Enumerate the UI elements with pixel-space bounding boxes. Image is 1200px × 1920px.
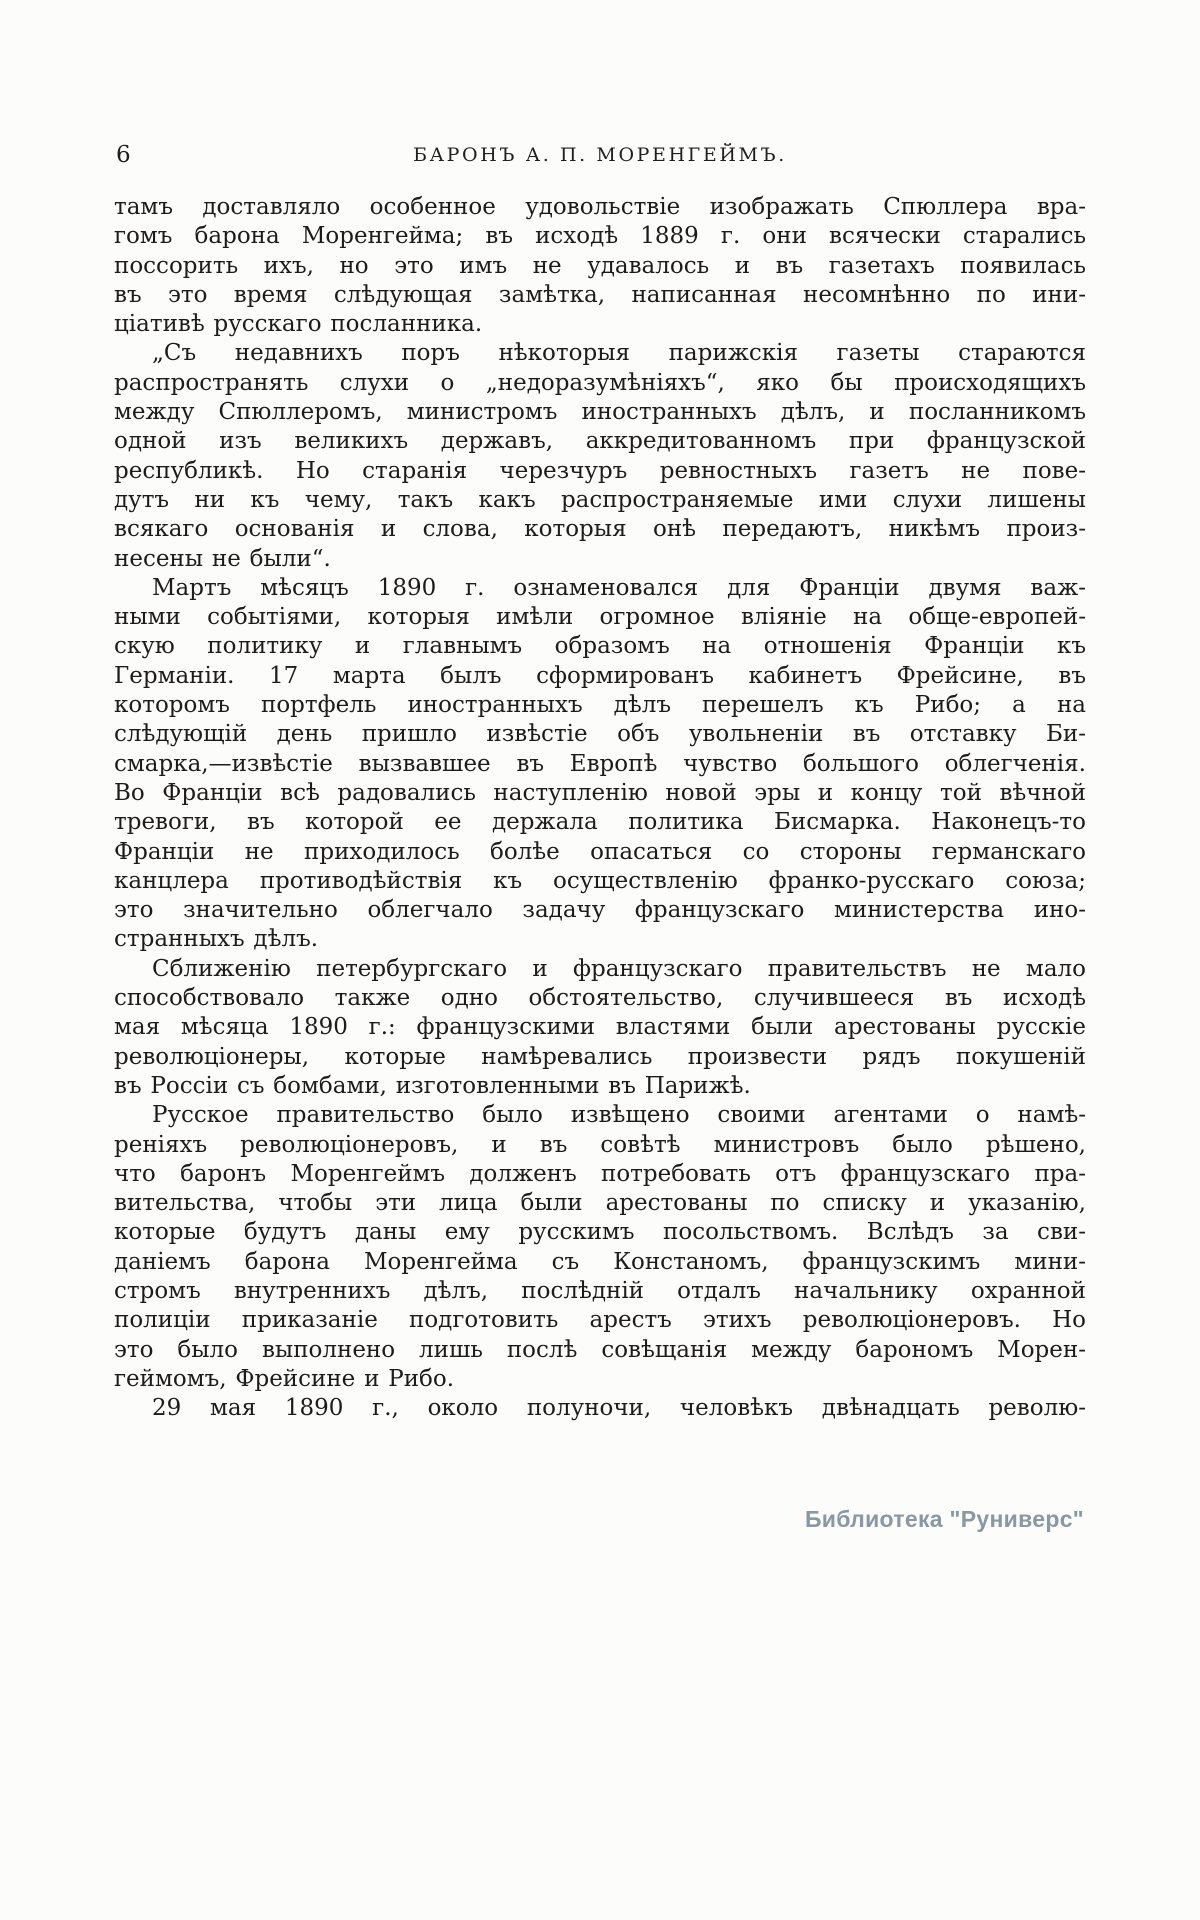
- text-line: республикѣ. Но старанія черезчуръ ревностныхъ газетъ не пове-: [114, 457, 1086, 484]
- paragraph: [114, 1394, 1086, 1423]
- text-line: даніемъ барона Моренгейма съ Констаномъ, французскимъ мини-: [114, 1248, 1086, 1275]
- text-line: мая мѣсяца 1890 г.: французскими властями были арестованы русскіе: [114, 1014, 1086, 1041]
- text-line: стромъ внутреннихъ дѣлъ, послѣдній отдалъ начальнику охранной: [114, 1277, 1086, 1304]
- library-watermark: Библиотека "Руниверс": [804, 1506, 1084, 1532]
- text-line: „Съ недавнихъ поръ нѣкоторыя парижскія газеты стараются: [152, 340, 1086, 367]
- text-line: дутъ ни къ чему, такъ какъ распространяемые ими слухи лишены: [114, 486, 1086, 513]
- text-line: это значительно облегчало задачу французскаго министерства ино-: [114, 897, 1086, 924]
- paragraph: [114, 193, 1086, 339]
- text-line: несены не были“.: [114, 545, 331, 572]
- text-line: Германіи. 17 марта былъ сформированъ кабинетъ Фрейсине, въ: [114, 662, 1086, 689]
- text-line: тамъ доставляло особенное удовольствіе изображать Спюллера вра-: [114, 194, 1086, 220]
- text-line: которомъ портфель иностранныхъ дѣлъ перешелъ къ Рибо; а на: [114, 692, 1086, 719]
- text-line: способствовало также одно обстоятельство, случившееся въ исходѣ: [114, 985, 1086, 1012]
- running-title: БАРОНЪ А. П. МОРЕНГЕЙМЪ.: [413, 144, 787, 166]
- text-line: Русское правительство было извѣщено своими агентами о намѣ-: [152, 1102, 1086, 1129]
- text-line: въ это время слѣдующая замѣтка, написанная несомнѣнно по ини-: [114, 281, 1086, 308]
- text-line: Франціи не приходилось болѣе опасаться со стороны германскаго: [114, 838, 1086, 865]
- text-line: скую политику и главнымъ образомъ на отношенія Франціи къ: [114, 633, 1086, 660]
- text-line: распространять слухи о „недоразумѣніяхъ“, яко бы происходящихъ: [114, 369, 1086, 396]
- page-header: [114, 144, 1086, 166]
- paragraph: [114, 955, 1086, 1101]
- paragraph: [114, 574, 1086, 955]
- paragraph: [114, 1101, 1086, 1394]
- text-line: въ Россіи съ бомбами, изготовленными въ Парижѣ.: [114, 1072, 751, 1099]
- text-line: поссорить ихъ, но это имъ не удавалось и въ газетахъ появилась: [114, 252, 1086, 279]
- text-line: тревоги, въ которой ее держала политика Бисмарка. Наконецъ-то: [114, 809, 1086, 836]
- text-line: Сближенію петербургскаго и французскаго правительствъ не мало: [152, 955, 1086, 982]
- text-line: вительства, чтобы эти лица были арестованы по списку и указанію,: [114, 1190, 1086, 1217]
- text-line: Мартъ мѣсяцъ 1890 г. ознаменовался для Франціи двумя важ-: [152, 574, 1086, 601]
- text-line: ными событіями, которыя имѣли огромное вліяніе на обще-европей-: [114, 604, 1086, 631]
- text-line: одной изъ великихъ державъ, аккредитованномъ при французской: [114, 428, 1086, 455]
- text-line: что баронъ Моренгеймъ долженъ потребовать отъ французскаго пра-: [114, 1160, 1086, 1187]
- text-line: геймомъ, Фрейсине и Рибо.: [114, 1365, 455, 1392]
- text-line: слѣдующій день пришло извѣстіе объ увольненіи въ отставку Би-: [114, 721, 1086, 748]
- text-line: 29 мая 1890 г., около полуночи, человѣкъ двѣнадцать револю-: [152, 1395, 1086, 1422]
- text-line: полиціи приказаніе подготовить арестъ этихъ революціонеровъ. Но: [114, 1307, 1086, 1334]
- text-block: [114, 193, 1086, 1423]
- page-number: 6: [116, 142, 132, 168]
- text-line: революціонеры, которые намѣревались произвести рядъ покушеній: [114, 1043, 1086, 1070]
- text-line: всякаго основанія и слова, которыя онѣ передаютъ, никѣмъ произ-: [114, 516, 1086, 543]
- text-line: между Спюллеромъ, министромъ иностранныхъ дѣлъ, и посланникомъ: [114, 399, 1086, 426]
- text-line: Во Франціи всѣ радовались наступленію новой эры и концу той вѣчной: [114, 779, 1086, 806]
- text-line: гомъ барона Моренгейма; въ исходѣ 1889 г. они всячески старались: [114, 223, 1086, 250]
- text-line: реніяхъ революціонеровъ, и въ совѣтѣ министровъ было рѣшено,: [114, 1131, 1086, 1158]
- text-line: странныхъ дѣлъ.: [114, 926, 319, 953]
- text-line: ціативѣ русскаго посланника.: [114, 311, 483, 338]
- text-line: которые будутъ даны ему русскимъ посольствомъ. Вслѣдъ за сви-: [114, 1219, 1086, 1246]
- text-line: это было выполнено лишь послѣ совѣщанія между барономъ Морен-: [114, 1336, 1086, 1363]
- text-line: смарка,—извѣстіе вызвавшее въ Европѣ чувство большого облегченія.: [114, 750, 1086, 777]
- paragraph: [114, 339, 1086, 573]
- text-line: канцлера противодѣйствія къ осуществленію франко-русскаго союза;: [114, 867, 1086, 894]
